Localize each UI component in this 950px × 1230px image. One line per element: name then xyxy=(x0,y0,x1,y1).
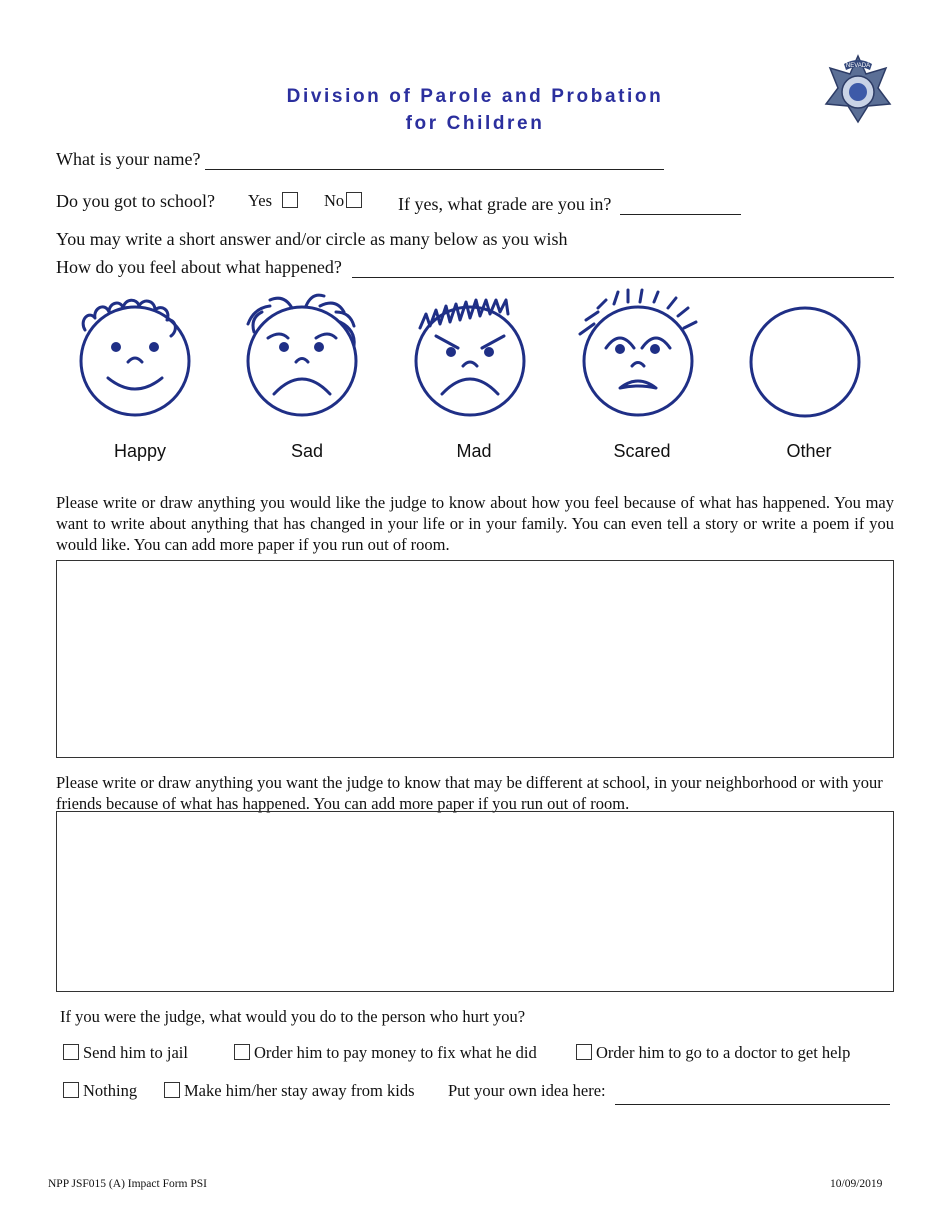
own-idea-label: Put your own idea here: xyxy=(448,1081,606,1100)
judge-question: If you were the judge, what would you do to the person who hurt you? xyxy=(60,1007,526,1026)
form-date: 10/09/2019 xyxy=(830,1178,883,1190)
seal-text: NEVADA xyxy=(845,63,871,69)
jail-label: Send him to jail xyxy=(83,1043,188,1062)
grade-label: If yes, what grade are you in? xyxy=(398,194,612,214)
yes-option xyxy=(248,191,298,211)
sad-face-icon[interactable] xyxy=(240,288,365,423)
school-label: Do you got to school? xyxy=(56,191,215,211)
yes-label: Yes xyxy=(248,191,273,210)
scared-face-icon[interactable] xyxy=(576,288,701,423)
school-answer-box[interactable] xyxy=(56,811,894,992)
stay-away-label: Make him/her stay away from kids xyxy=(184,1081,415,1100)
happy-face-icon[interactable] xyxy=(75,288,195,423)
option-pay xyxy=(234,1043,537,1063)
nothing-checkbox[interactable] xyxy=(63,1082,79,1098)
grade-input-line[interactable] xyxy=(620,214,741,215)
name-input-line[interactable] xyxy=(205,169,664,170)
instruction-text: You may write a short answer and/or circle as many below as you wish xyxy=(56,229,568,249)
feelings-prompt: Please write or draw anything you would like the judge to know about how you feel because of what has happened. You may want to write about anything that has changed in your life or in your family. You can even tell a story or write a poem if you would like. You can add more paper if you run out of room. xyxy=(56,493,894,554)
pay-checkbox[interactable] xyxy=(234,1044,250,1060)
form-title-line1: Division of Parole and Probation xyxy=(286,86,664,107)
face-label-happy: Happy xyxy=(113,441,167,461)
face-label-mad: Mad xyxy=(456,441,492,461)
name-label: What is your name? xyxy=(56,149,201,169)
no-label: No xyxy=(324,191,345,210)
school-prompt: Please write or draw anything you want the judge to know that may be different at school, in your neighborhood or with your friends because of what has happened. You can add more paper if you run out of room. xyxy=(56,773,883,813)
doctor-label: Order him to go to a doctor to get help xyxy=(596,1043,851,1062)
face-label-other: Other xyxy=(786,441,832,461)
mad-face-icon[interactable] xyxy=(410,288,535,423)
feel-input-line[interactable] xyxy=(352,277,894,278)
option-jail xyxy=(63,1043,188,1063)
feel-label: How do you feel about what happened? xyxy=(56,257,342,277)
yes-checkbox[interactable] xyxy=(282,192,298,208)
pay-label: Order him to pay money to fix what he did xyxy=(254,1043,537,1062)
feelings-answer-box[interactable] xyxy=(56,560,894,758)
option-stay-away xyxy=(164,1081,414,1101)
face-label-sad: Sad xyxy=(290,441,324,461)
form-id: NPP JSF015 (A) Impact Form PSI xyxy=(48,1178,207,1190)
blank-face-icon[interactable] xyxy=(745,288,865,423)
stay-away-checkbox[interactable] xyxy=(164,1082,180,1098)
form-title-line2: for Children xyxy=(405,113,545,134)
nothing-label: Nothing xyxy=(83,1081,138,1100)
option-doctor xyxy=(576,1043,850,1063)
own-idea-input-line[interactable] xyxy=(615,1104,890,1105)
option-nothing xyxy=(63,1081,137,1101)
nevada-seal-icon xyxy=(822,54,894,124)
no-checkbox[interactable] xyxy=(346,192,362,208)
doctor-checkbox[interactable] xyxy=(576,1044,592,1060)
no-option xyxy=(324,191,362,211)
face-label-scared: Scared xyxy=(613,441,671,461)
jail-checkbox[interactable] xyxy=(63,1044,79,1060)
